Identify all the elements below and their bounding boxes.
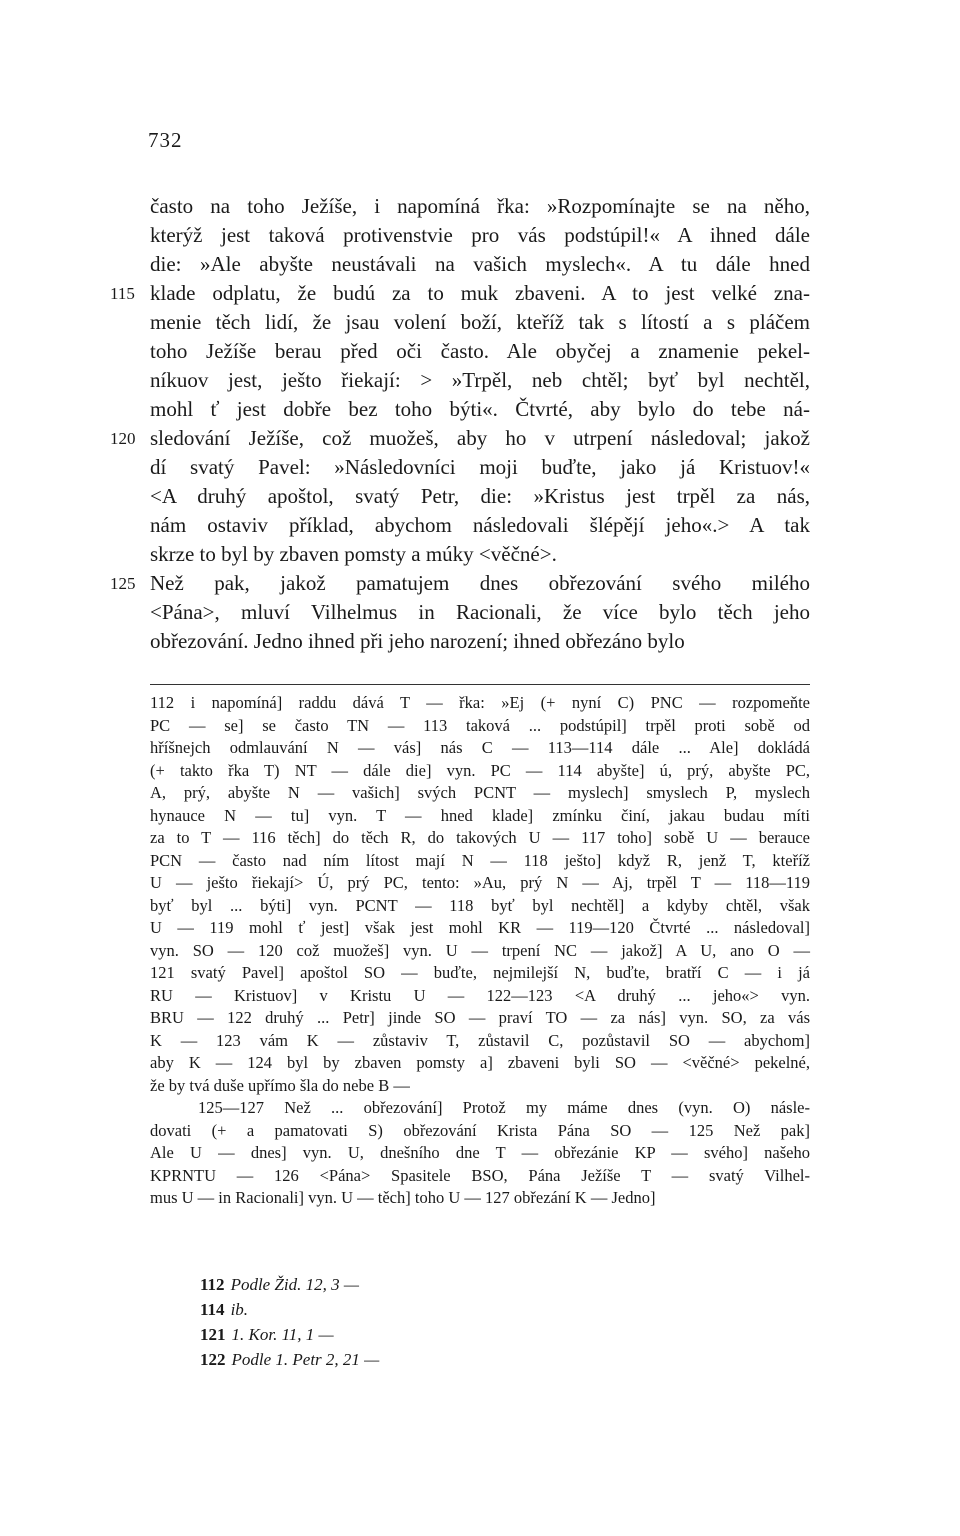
text-line	[110, 279, 810, 308]
footnote-divider	[150, 684, 810, 685]
apparatus-line: PCN — často nad ním lítost mají N — 118 ješto] když R, jenž T, kteříž	[150, 850, 810, 870]
text-line	[110, 424, 810, 453]
text-line	[110, 308, 810, 337]
text-line	[110, 337, 810, 366]
apparatus-line: K — 123 vám K — zůstaviv T, zůstavil C, pozůstavil SO — abychom]	[150, 1030, 810, 1050]
apparatus-line: dovati (+ a pamatovati S) obřezování Krista Pána SO — 125 Než pak]	[150, 1120, 810, 1140]
line-text: dí svatý Pavel: »Následovníci moji buďte, jako já Kristuov!«	[150, 455, 810, 479]
line-number: 125	[110, 574, 136, 593]
source-reference: Podle Žid. 12, 3 —	[230, 1275, 360, 1294]
line-text: <Pána>, mluví Vilhelmus in Racionali, že více bylo těch jeho	[150, 600, 810, 624]
main-text	[110, 192, 810, 656]
text-line	[110, 192, 810, 221]
apparatus-line: hynauce N — tu] vyn. T — hned klade] zmínku činí, jakau budau míti	[150, 805, 810, 825]
line-text: skrze to byl by zbaven pomsty a múky <věčné>.	[150, 542, 557, 566]
line-number: 120	[110, 429, 136, 448]
source-line-number: 114	[200, 1300, 225, 1319]
text-line	[110, 569, 810, 598]
line-text: Než pak, jakož pamatujem dnes obřezování svého milého	[150, 571, 810, 595]
line-text: nám ostaviv příklad, abychom následovali šlépějí jeho«.> A tak	[150, 513, 810, 537]
text-line	[110, 250, 810, 279]
line-text: níkuov jest, ješto řiekají: > »Trpěl, neb chtěl; byť byl nechtěl,	[150, 368, 810, 392]
apparatus-line: mus U — in Racionali] vyn. U — těch] toho U — 127 obřezání K — Jedno]	[150, 1188, 656, 1207]
apparatus-line: byť byl ... býti] vyn. PCNT — 118 byť byl nechtěl] a kdyby chtěl, však	[150, 895, 810, 915]
apparatus-line: za to T — 116 těch] do těch R, do takových U — 117 toho] sobě U — berauce	[150, 828, 810, 847]
page-number: 732	[148, 128, 183, 152]
apparatus-line: KPRNTU — 126 <Pána> Spasitele BSO, Pána Ježíše T — svatý Vilhel-	[150, 1165, 810, 1185]
source-references	[200, 1272, 379, 1372]
line-text: obřezování. Jedno ihned při jeho narození; ihned obřezáno bylo	[150, 629, 685, 653]
apparatus-line: 112 i napomíná] raddu dává T — řka: »Ej (+ nyní C) PNC — rozpomeňte	[150, 693, 810, 712]
text-line	[110, 482, 810, 511]
source-line	[200, 1347, 379, 1372]
apparatus-line: RU — Kristuov] v Kristu U — 122—123 <A druhý ... jeho«> vyn.	[150, 985, 810, 1005]
source-reference: 1. Kor. 11, 1 —	[231, 1325, 334, 1344]
apparatus-line: (+ takto řka T) NT — dále die] vyn. PC — 114 abyšte] ú, prý, abyšte PC,	[150, 760, 810, 780]
source-line	[200, 1322, 379, 1347]
text-line	[110, 540, 810, 569]
text-line	[110, 221, 810, 250]
line-text: kterýž jest taková protivenstvie pro vás podstúpil!« A ihned dále	[150, 223, 810, 247]
text-line	[110, 511, 810, 540]
apparatus-line: vyn. SO — 120 což muožeš] vyn. U — trpení NC — jakož] A U, ano O —	[150, 940, 810, 960]
line-text: menie těch lidí, že jsau volení boží, kteříž tak s lítostí a s pláčem	[150, 310, 810, 334]
text-line	[110, 598, 810, 627]
text-line	[110, 395, 810, 424]
line-text: sledování Ježíše, což muožeš, aby ho v utrpení následoval; jakož	[150, 426, 810, 450]
line-text: <A druhý apoštol, svatý Petr, die: »Kristus jest trpěl za nás,	[150, 484, 810, 508]
line-text: die: »Ale abyšte neustávali na vašich myslech«. A tu dále hned	[150, 252, 810, 276]
apparatus-line: BRU — 122 druhý ... Petr] jinde SO — praví TO — za nás] vyn. SO, za vás	[150, 1008, 810, 1027]
text-line	[110, 627, 810, 656]
apparatus-line: aby K — 124 byl by zbaven pomsty a] zbaveni byli SO — <věčné> pekelné,	[150, 1053, 810, 1072]
source-reference: ib.	[230, 1300, 249, 1319]
apparatus-line: A, prý, abyšte N — vašich] svých PCNT — myslech] smyslech P, myslech	[150, 783, 810, 802]
line-text: mohl ť jest dobře bez toho býti«. Čtvrté, aby bylo do tebe ná-	[150, 397, 810, 421]
apparatus-line: že by tvá duše upřímo šla do nebe B —	[150, 1075, 410, 1095]
line-text: toho Ježíše berau před oči často. Ale obyčej a znamenie pekel-	[150, 339, 810, 363]
apparatus-line: 121 svatý Pavel] apoštol SO — buďte, nejmilejší N, buďte, bratří C — i já	[150, 963, 810, 982]
apparatus-line: hříšnejch odmlauvání N — vás] nás C — 113—114 dále ... Ale] dokládá	[150, 738, 810, 757]
source-reference: Podle 1. Petr 2, 21 —	[231, 1350, 380, 1369]
apparatus-line: Ale U — dnes] vyn. U, dnešního dne T — obřezánie KP — svého] našeho	[150, 1143, 810, 1162]
text-line	[110, 453, 810, 482]
apparatus-line: PC — se] se často TN — 113 taková ... podstúpil] trpěl proti sobě od	[150, 715, 810, 735]
text-line	[110, 366, 810, 395]
apparatus-line: 125—127 Než ... obřezování] Protož my máme dnes (vyn. O) násle-	[198, 1098, 810, 1117]
source-line	[200, 1297, 379, 1322]
source-line	[200, 1272, 379, 1297]
source-line-number: 112	[200, 1275, 225, 1294]
source-line-number: 122	[200, 1350, 226, 1369]
source-line-number: 121	[200, 1325, 226, 1344]
apparatus-line: U — ješto řiekají> Ú, prý PC, tento: »Au, prý N — Aj, trpěl T — 118—119	[150, 873, 810, 892]
line-text: často na toho Ježíše, i napomíná řka: »Rozpomínajte se na něho,	[150, 194, 810, 218]
line-number: 115	[110, 284, 135, 303]
line-text: klade odplatu, že budú za to muk zbaveni. A to jest velké zna-	[150, 281, 810, 305]
apparatus-line: U — 119 mohl ť jest] však jest mohl KR — 119—120 Čtvrté ... následoval]	[150, 918, 810, 937]
critical-apparatus	[150, 692, 810, 1210]
